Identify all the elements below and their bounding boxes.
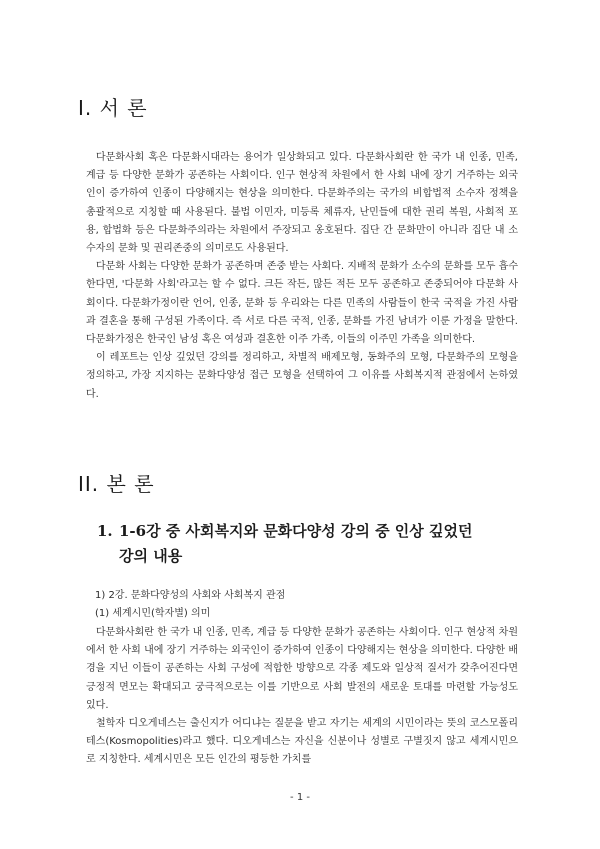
section-1-paragraph-1: 다문화사회란 한 국가 내 인종, 민족, 계급 등 다양한 문화가 공존하는 사회이다. 인구 현상적 차원에서 한 사회 내에 장기 거주하는 외국인이 증가하여 인종이 다양해지는 현상을 의미한다. 다양한 배경을 지닌 이들이 공존하는 사회 구성에 적합한 방향으로 각종 제도와 일상적 질서가 갖추어진다면 긍정적 면모는 확대되고 궁극적으로는 이를 기반으로 사회 발전의 새로운 토대를 마련할 가능성도 있다. — [86, 627, 518, 711]
section-1-paragraph-2: 철학자 디오게네스는 출신지가 어디냐는 질문을 받고 자기는 세계의 시민이라는 뜻의 코스모폴리테스(Kosmopolities)라고 했다. 디오게네스는 자신을 신분이나 성별로 구별짓지 않고 세계시민으로 지칭한다. 세계시민은 모든 인간의 평등한 가치를 — [86, 718, 518, 766]
intro-paragraph-1: 다문화사회 혹은 다문화시대라는 용어가 일상화되고 있다. 다문화사회란 한 국가 내 인종, 민족, 계급 등 다양한 문화가 공존하는 사회이다. 인구 현상적 차원에서 한 사회 내에 장기 거주하는 외국인이 증가하여 인종이 다양해지는 현상을 의미한다. 다문화주의는 국가의 비합법적 소수자 정책을 총괄적으로 지칭할 때 사용된다. 불법 이민자, 미등록 체류자, 난민들에 대한 권리 복원, 사회적 포용, 합법화 등은 다문화주의라는 차원에서 주장되고 옹호된다. 집단 간 문화만이 아니라 집단 내 소수자의 문화 및 권리존중의 의미로도 사용된다. — [86, 152, 518, 255]
section-1-title-line2: 강의 내용 — [119, 547, 183, 565]
section-1-number: 1. — [97, 522, 113, 540]
section-1-heading — [97, 519, 527, 569]
intro-paragraph-3: 이 레포트는 인상 깊었던 강의를 정리하고, 차별적 배제모형, 동화주의 모형, 다문화주의 모형을 정의하고, 가장 지지하는 문화다양성 접근 모형을 선택하여 그 이유를 사회복지적 관점에서 논하였다. — [86, 352, 518, 400]
subsubsection-heading: (1) 세계시민(학자별) 의미 — [95, 608, 211, 619]
page-number: - 1 - — [290, 792, 310, 803]
intro-heading: I. 서 론 — [78, 96, 148, 120]
intro-body — [86, 149, 518, 404]
subsection-heading: 1) 2강. 문화다양성의 사회와 사회복지 관점 — [95, 590, 286, 601]
section-1-title-line1: 1-6강 중 사회복지와 문화다양성 강의 중 인상 깊었던 — [119, 522, 473, 540]
body-heading: II. 본 론 — [78, 472, 155, 496]
intro-paragraph-2: 다문화 사회는 다양한 문화가 공존하며 존중 받는 사회다. 지배적 문화가 소수의 문화를 모두 흡수한다면, '다문화 사회'라고는 할 수 없다. 크든 작든, 많든 적든 모두 공존하고 존중되어야 다문화 사회이다. 다문화가정이란 언어, 인종, 문화 등 우리와는 다른 민족의 사람들이 한국 국적을 가진 사람과 결혼을 통해 구성된 가족이다. 즉 서로 다른 국적, 인종, 문화를 가진 남녀가 이룬 가정을 말한다. 다문화가정은 한국인 남성 혹은 여성과 결혼한 이주 가족, 이들의 이주민 가족을 의미한다. — [86, 261, 518, 346]
section-1-body — [86, 624, 518, 770]
